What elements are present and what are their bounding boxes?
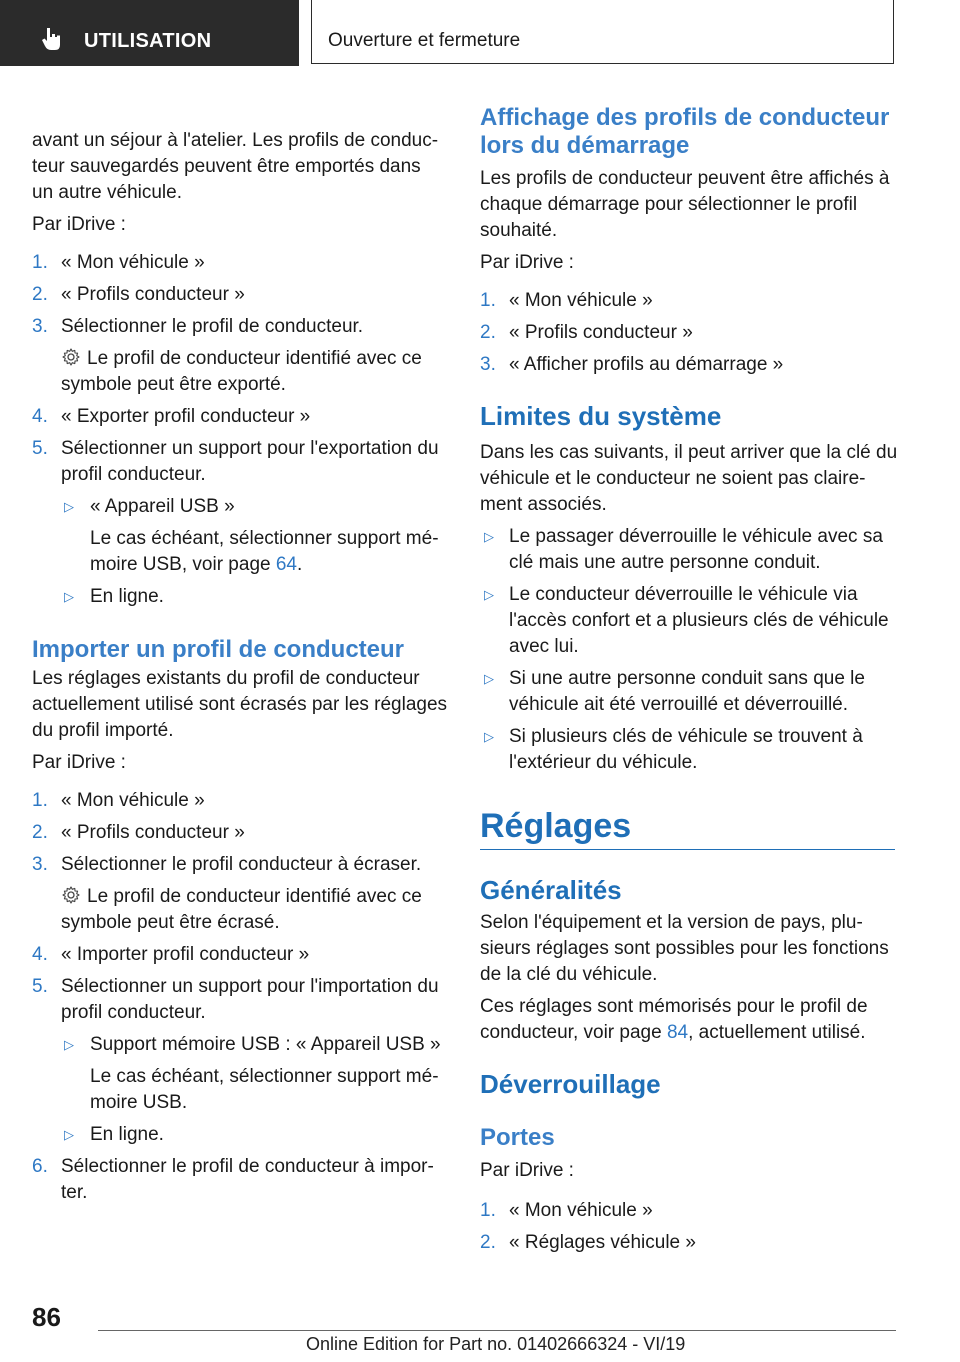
par-idrive-label: Par iDrive : xyxy=(32,752,126,773)
step-number: 2. xyxy=(480,1232,496,1253)
step-text: Sélectionner le profil conducteur à écraser. xyxy=(61,854,422,875)
limits-item-text: l'extérieur du véhicule. xyxy=(509,752,698,773)
section-heading: Déverrouillage xyxy=(480,1069,661,1099)
sub-item-detail: Le cas échéant, sélectionner support mé- xyxy=(90,528,439,549)
intro-line-1: avant un séjour à l'atelier. Les profils de conduc- xyxy=(32,130,439,151)
page-number: 86 xyxy=(32,1302,61,1332)
triangle-bullet-icon: ▷ xyxy=(484,529,494,544)
general-text-line xyxy=(480,1020,866,1046)
import-note-line-1 xyxy=(61,884,422,910)
limits-item-text: l'accès confort et a plusieurs clés de véhicule xyxy=(509,610,889,631)
step-text: « Profils conducteur » xyxy=(509,322,693,343)
step-number: 1. xyxy=(480,1200,496,1221)
step-number: 2. xyxy=(480,322,496,343)
sub-item-text: En ligne. xyxy=(90,1124,164,1145)
sub-item-text: En ligne. xyxy=(90,586,164,607)
chapter-heading: Réglages xyxy=(480,807,632,845)
step-number: 3. xyxy=(32,854,48,875)
page-link[interactable]: 84 xyxy=(666,1022,689,1043)
step-number: 2. xyxy=(32,284,48,305)
step-text: « Mon véhicule » xyxy=(509,1200,653,1221)
sub-item-detail xyxy=(90,552,302,578)
limits-intro-line: ment associés. xyxy=(480,494,607,515)
step-text: Sélectionner le profil de conducteur. xyxy=(61,316,364,337)
display-intro-line: Les profils de conducteur peuvent être affichés à xyxy=(480,168,890,189)
import-intro-line: Les réglages existants du profil de conducteur xyxy=(32,668,420,689)
step-text: « Exporter profil conducteur » xyxy=(61,406,311,427)
export-note-line-1 xyxy=(61,346,422,372)
limits-item-text: Si une autre personne conduit sans que le xyxy=(509,668,865,689)
limits-intro-line: Dans les cas suivants, il peut arriver que la clé du xyxy=(480,442,898,463)
chapter-tab xyxy=(311,0,894,64)
step-text: « Mon véhicule » xyxy=(61,790,205,811)
par-idrive-label: Par iDrive : xyxy=(480,252,574,273)
limits-item-text: Si plusieurs clés de véhicule se trouvent à xyxy=(509,726,863,747)
step-text: Sélectionner le profil de conducteur à impor- xyxy=(61,1156,434,1177)
step-text: « Afficher profils au démarrage » xyxy=(509,354,784,375)
sub-item-detail: moire USB. xyxy=(90,1092,188,1113)
triangle-bullet-icon: ▷ xyxy=(64,499,74,514)
limits-item-text: Le conducteur déverrouille le véhicule via xyxy=(509,584,858,605)
section-tab xyxy=(0,0,299,66)
triangle-bullet-icon: ▷ xyxy=(64,1037,74,1052)
limits-intro-line: véhicule et le conducteur ne soient pas claire- xyxy=(480,468,866,489)
step-number: 3. xyxy=(32,316,48,337)
step-number: 1. xyxy=(480,290,496,311)
general-text-line: Ces réglages sont mémorisés pour le profil de xyxy=(480,996,868,1017)
limits-item-text: Le passager déverrouille le véhicule avec sa xyxy=(509,526,883,547)
triangle-bullet-icon: ▷ xyxy=(484,671,494,686)
sub-item-text: « Appareil USB » xyxy=(90,496,235,517)
step-text: « Profils conducteur » xyxy=(61,822,245,843)
limits-item-text: véhicule ait été verrouillé et déverrouillé. xyxy=(509,694,849,715)
step-text: « Mon véhicule » xyxy=(509,290,653,311)
step-text: Sélectionner un support pour l'exportation du xyxy=(61,438,439,459)
subsection-heading: Portes xyxy=(480,1124,555,1151)
section-heading: Limites du système xyxy=(480,401,722,431)
section-heading: Affichage des profils de conducteur xyxy=(480,104,890,131)
export-note-line-2: symbole peut être exporté. xyxy=(61,374,286,395)
par-idrive-label: Par iDrive : xyxy=(480,1160,574,1181)
triangle-bullet-icon: ▷ xyxy=(484,729,494,744)
section-heading: Importer un profil de conducteur xyxy=(32,636,405,663)
limits-item-text: clé mais une autre personne conduit. xyxy=(509,552,821,573)
step-text: « Profils conducteur » xyxy=(61,284,245,305)
intro-line-3: un autre véhicule. xyxy=(32,182,182,203)
hand-pointer-icon xyxy=(40,26,64,52)
par-idrive-label: Par iDrive : xyxy=(32,214,126,235)
export-note-text: Le profil de conducteur identifié avec ce xyxy=(87,348,422,369)
import-intro-line: du profil importé. xyxy=(32,720,174,741)
step-number: 5. xyxy=(32,438,48,459)
sub-item-detail: Le cas échéant, sélectionner support mé- xyxy=(90,1066,439,1087)
display-intro-line: souhaité. xyxy=(480,220,558,241)
gear-icon xyxy=(61,885,81,905)
heading-divider xyxy=(480,849,895,850)
edition-footer: Online Edition for Part no. 01402666324 - VI/19 xyxy=(306,1334,686,1354)
step-text: profil conducteur. xyxy=(61,464,206,485)
step-number: 5. xyxy=(32,976,48,997)
sub-item-text: Support mémoire USB : « Appareil USB » xyxy=(90,1034,441,1055)
general-text-line: sieurs réglages sont possibles pour les fonctions xyxy=(480,938,889,959)
step-number: 2. xyxy=(32,822,48,843)
sub-item-detail-text: moire USB, voir page xyxy=(90,554,276,575)
general-text: conducteur, voir page xyxy=(480,1022,667,1043)
step-text: Sélectionner un support pour l'importation du xyxy=(61,976,439,997)
section-heading: Généralités xyxy=(480,875,622,905)
step-number: 1. xyxy=(32,790,48,811)
page-header xyxy=(0,0,960,66)
import-note-line-2: symbole peut être écrasé. xyxy=(61,912,280,933)
step-text: « Réglages véhicule » xyxy=(509,1232,696,1253)
gear-icon xyxy=(61,347,81,367)
triangle-bullet-icon: ▷ xyxy=(64,1127,74,1142)
intro-line-2: teur sauvegardés peuvent être emportés dans xyxy=(32,156,421,177)
step-text: « Importer profil conducteur » xyxy=(61,944,310,965)
sub-item-detail-text: . xyxy=(297,554,303,575)
page-link[interactable]: 64 xyxy=(275,554,297,575)
triangle-bullet-icon: ▷ xyxy=(484,587,494,602)
chapter-tab-label: Ouverture et fermeture xyxy=(328,30,521,51)
step-number: 4. xyxy=(32,406,48,427)
step-number: 6. xyxy=(32,1156,48,1177)
general-text-line: de la clé du véhicule. xyxy=(480,964,658,985)
step-number: 3. xyxy=(480,354,496,375)
section-heading: lors du démarrage xyxy=(480,132,690,159)
limits-item-text: avec lui. xyxy=(509,636,579,657)
display-intro-line: chaque démarrage pour sélectionner le profil xyxy=(480,194,858,215)
section-tab-label: UTILISATION xyxy=(84,30,212,52)
import-note-text: Le profil de conducteur identifié avec ce xyxy=(87,886,422,907)
import-intro-line: actuellement utilisé sont écrasés par les réglages xyxy=(32,694,448,715)
triangle-bullet-icon: ▷ xyxy=(64,589,74,604)
step-text: profil conducteur. xyxy=(61,1002,206,1023)
general-text: , actuellement utilisé. xyxy=(688,1022,866,1043)
footer-divider xyxy=(98,1330,896,1331)
step-number: 1. xyxy=(32,252,48,273)
step-number: 4. xyxy=(32,944,48,965)
step-text: « Mon véhicule » xyxy=(61,252,205,273)
step-text: ter. xyxy=(61,1182,88,1203)
general-text-line: Selon l'équipement et la version de pays, plu- xyxy=(480,912,863,933)
